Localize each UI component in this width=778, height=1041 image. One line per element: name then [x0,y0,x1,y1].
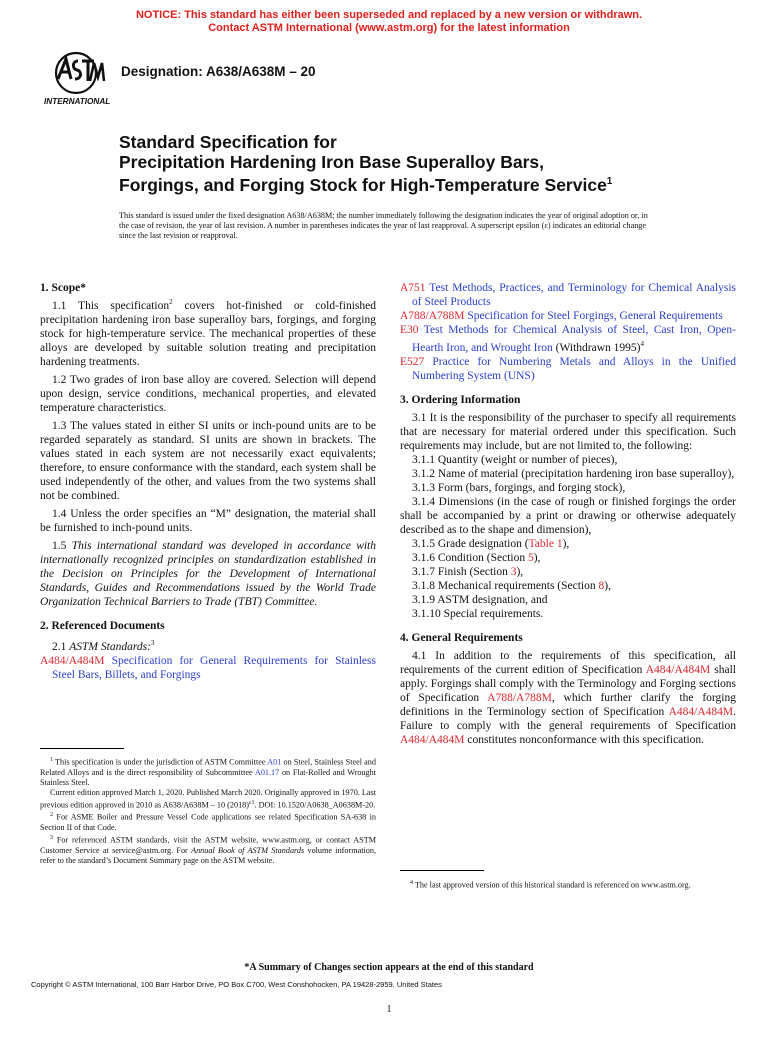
referenced-heading: 2. Referenced Documents [40,619,165,632]
astm-logo [44,49,114,107]
ref-a751[interactable]: A751 Test Methods, Practices, and Terminology for Chemical Analysis of Steel Products [400,282,736,308]
ordering-3-1-1: 3.1.1 Quantity (weight or number of pieces), [412,453,618,466]
ref-e527[interactable]: E527 Practice for Numbering Metals and Alloys in the Unified Numbering System (UNS) [400,355,736,382]
table-1-link[interactable]: Table 1 [528,537,563,550]
document-title [119,132,612,195]
footnote-1: $^1$ This specification is under the jurisdiction of ASTM Committee A01 on Steel, Stainless Steel and Related Alloys and is the direct responsibility of Subcommittee A01.17 on Flat-Rolled and Wrought Stainless Steel. [40,757,376,787]
general-heading: 4. General Requirements [400,631,523,644]
title-footnote-mark: 1 [606,176,613,187]
footnote-divider-right [400,870,484,871]
footnote-1-edition: Current edition approved March 1, 2020. Published March 2020. Originally approved in 1970. Last previous edition approved in 2010 as A638/A638M – 10 $(2018)^{\varepsilon 1}$. DOI: 10.1520/A0638_A0638M-20. [40,787,376,810]
title-line-3: Forgings, and Forging Stock for High-Temperature Service [119,174,607,195]
title-line-1: Standard Specification for [119,132,337,152]
title-line-2: Precipitation Hardening Iron Base Superalloy Bars, [119,152,544,172]
ordering-3-1-9: 3.1.9 ASTM designation, and [412,593,548,606]
footnotes-right [400,878,736,891]
ordering-heading: 3. Ordering Information [400,393,521,406]
a788-link[interactable]: A788/A788M [487,691,552,704]
a484-link-1[interactable]: A484/A484M [645,663,711,676]
issuance-note [119,211,659,241]
scope-1-1: 1.1 This specification$^2$ covers hot-finished or cold-finished precipitation hardening iron base superalloy bars, forgings, and forging stock for high-temperature service. The mechanical properties of these alloys are developed by suitable solution treating and precipitation hardening treatments. [40,298,376,368]
page-number: 1 [386,1004,392,1015]
section-5-link[interactable]: 5 [527,551,534,564]
ordering-3-1-8: 3.1.8 Mechanical requirements (Section 8), [412,579,611,592]
issuance-text: This standard is issued under the fixed designation A638/A638M; the number immediately following the designation indicates the year of original adoption or, in the case of revision, the year of last revision. A number in parentheses indicates the year of last reapproval. A superscript epsilon (ε) indicates an editorial change since the last revision or reapproval. [119,211,648,240]
a484-link-2[interactable]: A484/A484M [668,705,734,718]
ordering-3-1: 3.1 It is the responsibility of the purchaser to specify all requirements that are necessary for material ordered under this specification. Such requirements may include, but are not limited to, the following: [400,411,736,452]
right-column [400,281,736,747]
footnote-2: $^2$ For ASME Boiler and Pressure Vessel Code applications see related Specification SA-638 in Section II of that Code. [40,812,377,833]
scope-1-5: 1.5 This international standard was developed in accordance with internationally recognized principles on standardization established in the Decision on Principles for the Development of International Standards, Guides and Recommendations issued by the World Trade Organization Technical Barriers to Trade (TBT) Committee. [40,539,377,608]
footnote-4: $^4$ The last approved version of this historical standard is referenced on www.astm.org. [410,880,691,890]
summary-note: *A Summary of Changes section appears at the end of this standard [244,962,534,973]
scope-heading: 1. Scope* [40,282,86,294]
ordering-3-1-2: 3.1.2 Name of material (precipitation hardening iron base superalloy), [412,467,735,480]
notice-line-2: Contact ASTM International (www.astm.org) for the latest information [208,22,570,34]
a484-link-3[interactable]: A484/A484M [400,733,465,746]
footnotes-left [40,755,376,866]
ordering-3-1-10: 3.1.10 Special requirements. [412,607,544,620]
designation: Designation: A638/A638M – 20 [121,64,316,79]
scope-1-2: 1.2 Two grades of iron base alloy are covered. Selection will depend upon design, service conditions, mechanical properties, and elevated temperature characteristics. [40,373,376,414]
withdrawn-notice [0,9,778,35]
ordering-3-1-7: 3.1.7 Finish (Section 3), [412,565,524,578]
ordering-3-1-3: 3.1.3 Form (bars, forgings, and forging stock), [412,481,626,494]
scope-1-4: 1.4 Unless the order specifies an “M” designation, the material shall be furnished to inch-pound units. [40,507,376,534]
footnote-divider-left [40,748,124,749]
left-column [40,281,376,682]
footnote-3: $^3$ For referenced ASTM standards, visit the ASTM website, www.astm.org, or contact ASTM Customer Service at service@astm.org. For Annual Book of ASTM Standards volume information, refer to the standard’s Document Summary page on the ASTM website. [40,835,377,865]
ref-a788[interactable]: A788/A788M Specification for Steel Forgings, General Requirements [400,310,723,322]
notice-line-1: NOTICE: This standard has either been superseded and replaced by a new version or withdrawn. [135,9,643,21]
ref-e30[interactable]: E30 Test Methods for Chemical Analysis of Steel, Cast Iron, Open-Hearth Iron, and Wrought Iron (Withdrawn 1995)$^4$ [400,324,736,354]
section-8-link[interactable]: 8 [598,579,605,592]
ordering-3-1-4: 3.1.4 Dimensions (in the case of rough or finished forgings the order shall be accompanied by a print or drawing or otherwise adequately described as to the shape and dimension), [400,495,736,536]
logo-text: INTERNATIONAL [44,97,111,106]
general-4-1: 4.1 In addition to the requirements of this specification, all requirements of the current edition of Specification A484/A484M shall apply. Forgings shall comply with the Terminology and Forging sections of Specification A788/A788M, which further clarify the forging definitions in the Terminology section of Specification A484/A484M. Failure to comply with the general requirements of Specification A484/A484M constitutes nonconformance with this specification. [400,649,736,746]
ordering-3-1-5: 3.1.5 Grade designation (Table 1), [412,537,570,550]
astm-standards-label: 2.1 ASTM Standards:$^3$ [52,638,155,653]
copyright: Copyright © ASTM International, 100 Barr Harbor Drive, PO Box C700, West Conshohocken, PA 19428-2959. United States [31,980,442,989]
ref-a484[interactable]: A484/A484M Specification for General Requirements for Stainless Steel Bars, Billets, and Forgings [40,654,376,681]
section-3-link[interactable]: 3 [510,565,517,578]
ordering-3-1-6: 3.1.6 Condition (Section 5), [412,551,541,564]
scope-1-3: 1.3 The values stated in either SI units or inch-pound units are to be regarded separately as standard. SI units are shown in brackets. The values stated in each system are not necessarily exact equivalents; therefore, to ensure conformance with the standard, each system shall be used independently of the other, and values from the two systems shall not be combined. [40,419,376,502]
